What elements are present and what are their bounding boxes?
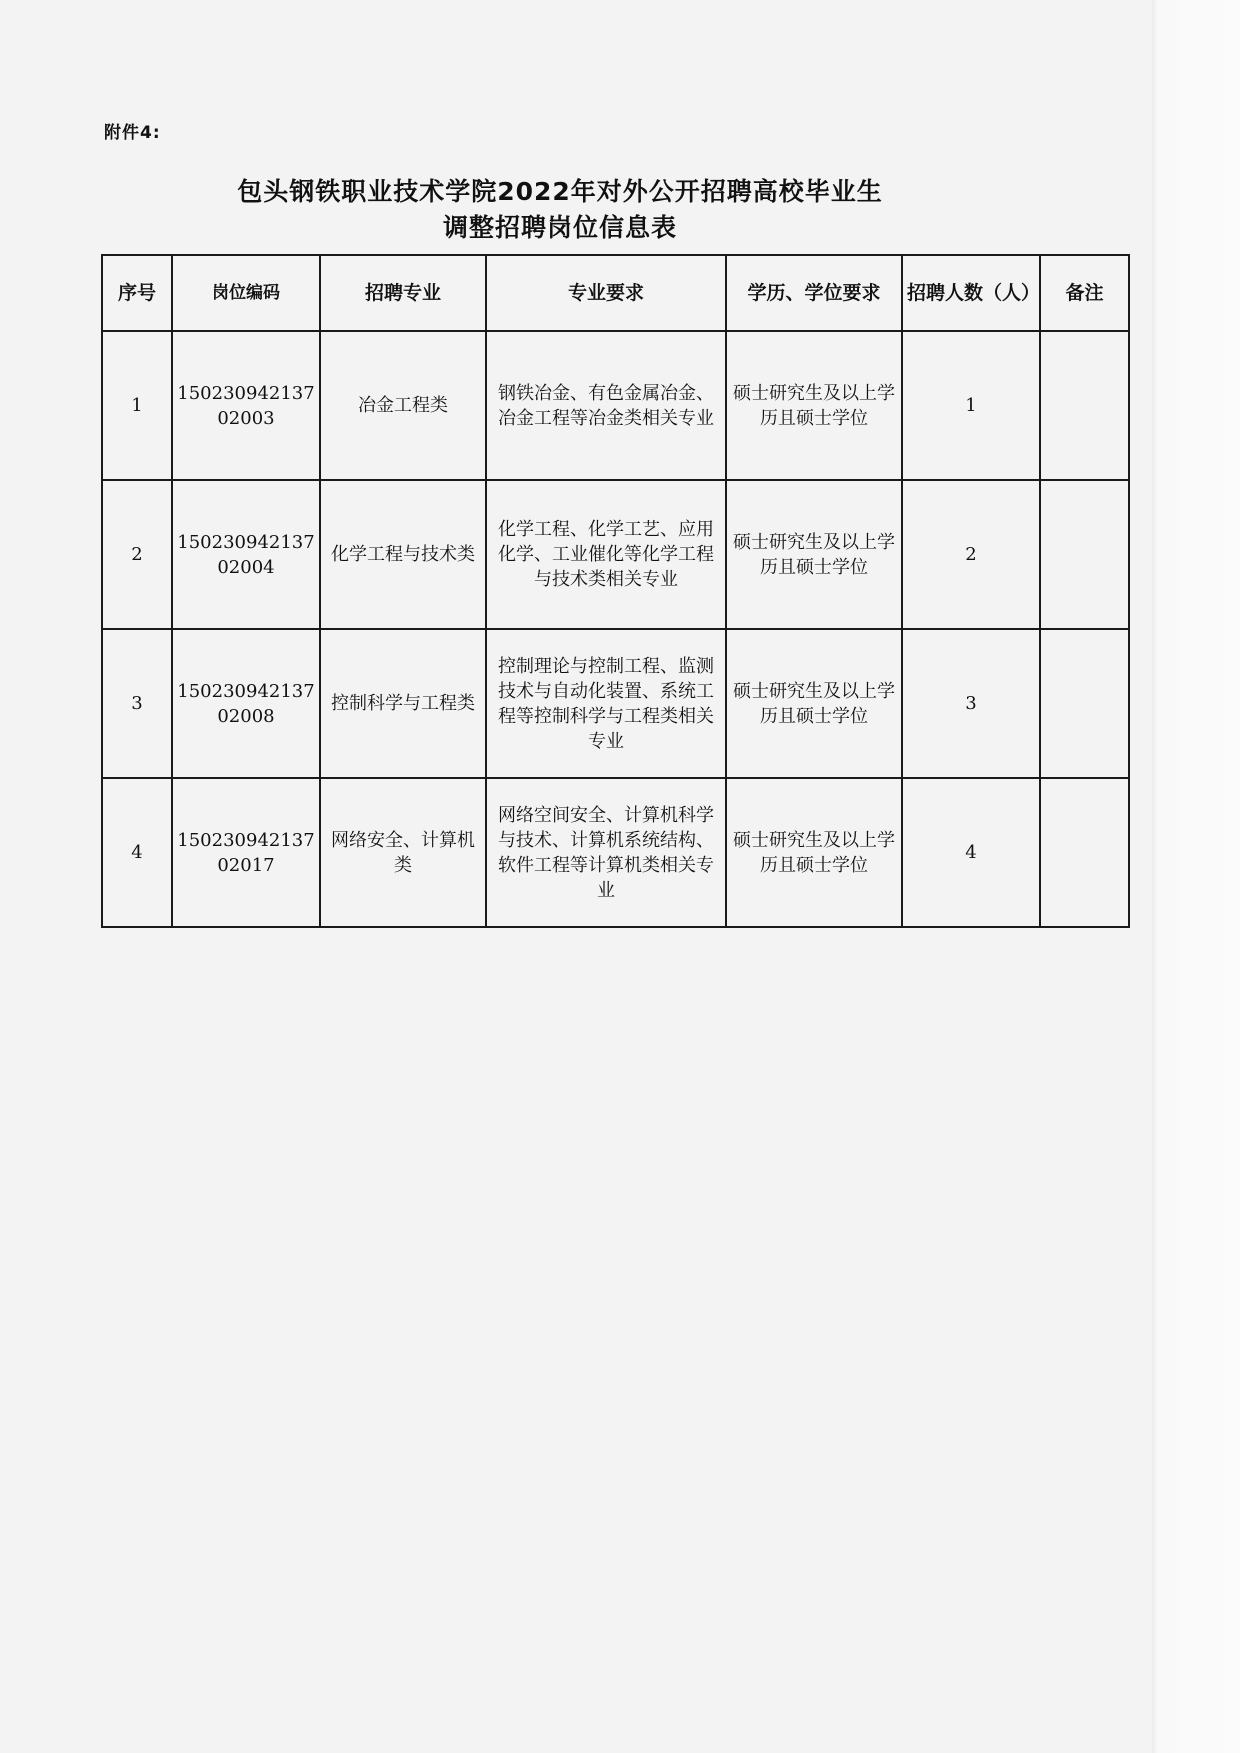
table-row <box>102 778 1129 927</box>
header-seq: 序号 <box>102 255 172 331</box>
cell-remark <box>1040 629 1129 778</box>
header-education-requirement: 学历、学位要求 <box>726 255 902 331</box>
cell-recruit-count: 2 <box>902 480 1040 629</box>
cell-major: 冶金工程类 <box>320 331 486 480</box>
cell-major-requirement: 钢铁冶金、有色金属冶金、冶金工程等冶金类相关专业 <box>486 331 726 480</box>
document-title-line2: 调整招聘岗位信息表 <box>442 213 677 242</box>
cell-major-requirement: 化学工程、化学工艺、应用化学、工业催化等化学工程与技术类相关专业 <box>486 480 726 629</box>
header-recruit-count: 招聘人数（人） <box>902 255 1040 331</box>
cell-seq: 2 <box>102 480 172 629</box>
cell-seq: 3 <box>102 629 172 778</box>
cell-seq: 4 <box>102 778 172 927</box>
cell-position-code: 15023094213702004 <box>172 480 320 629</box>
cell-position-code: 15023094213702003 <box>172 331 320 480</box>
attachment-label: 附件4: <box>104 123 161 143</box>
cell-remark <box>1040 331 1129 480</box>
table-header-row <box>102 255 1129 331</box>
document-title-line1: 包头钢铁职业技术学院2022年对外公开招聘高校毕业生 <box>237 177 883 206</box>
cell-position-code: 15023094213702017 <box>172 778 320 927</box>
header-major-requirement: 专业要求 <box>486 255 726 331</box>
cell-education-requirement: 硕士研究生及以上学历且硕士学位 <box>726 629 902 778</box>
cell-major-requirement: 控制理论与控制工程、监测技术与自动化装置、系统工程等控制科学与工程类相关专业 <box>486 629 726 778</box>
cell-education-requirement: 硕士研究生及以上学历且硕士学位 <box>726 778 902 927</box>
cell-education-requirement: 硕士研究生及以上学历且硕士学位 <box>726 331 902 480</box>
table-row <box>102 629 1129 778</box>
cell-seq: 1 <box>102 331 172 480</box>
recruitment-positions-table <box>101 254 1130 928</box>
table-row <box>102 331 1129 480</box>
cell-recruit-count: 3 <box>902 629 1040 778</box>
cell-education-requirement: 硕士研究生及以上学历且硕士学位 <box>726 480 902 629</box>
cell-major-requirement: 网络空间安全、计算机科学与技术、计算机系统结构、软件工程等计算机类相关专业 <box>486 778 726 927</box>
header-major: 招聘专业 <box>320 255 486 331</box>
cell-recruit-count: 4 <box>902 778 1040 927</box>
cell-major: 网络安全、计算机类 <box>320 778 486 927</box>
cell-remark <box>1040 778 1129 927</box>
cell-remark <box>1040 480 1129 629</box>
cell-major: 化学工程与技术类 <box>320 480 486 629</box>
table-row <box>102 480 1129 629</box>
cell-position-code: 15023094213702008 <box>172 629 320 778</box>
cell-major: 控制科学与工程类 <box>320 629 486 778</box>
header-remark: 备注 <box>1040 255 1129 331</box>
scan-edge-shadow <box>1152 0 1240 1753</box>
cell-recruit-count: 1 <box>902 331 1040 480</box>
header-position-code: 岗位编码 <box>172 255 320 331</box>
